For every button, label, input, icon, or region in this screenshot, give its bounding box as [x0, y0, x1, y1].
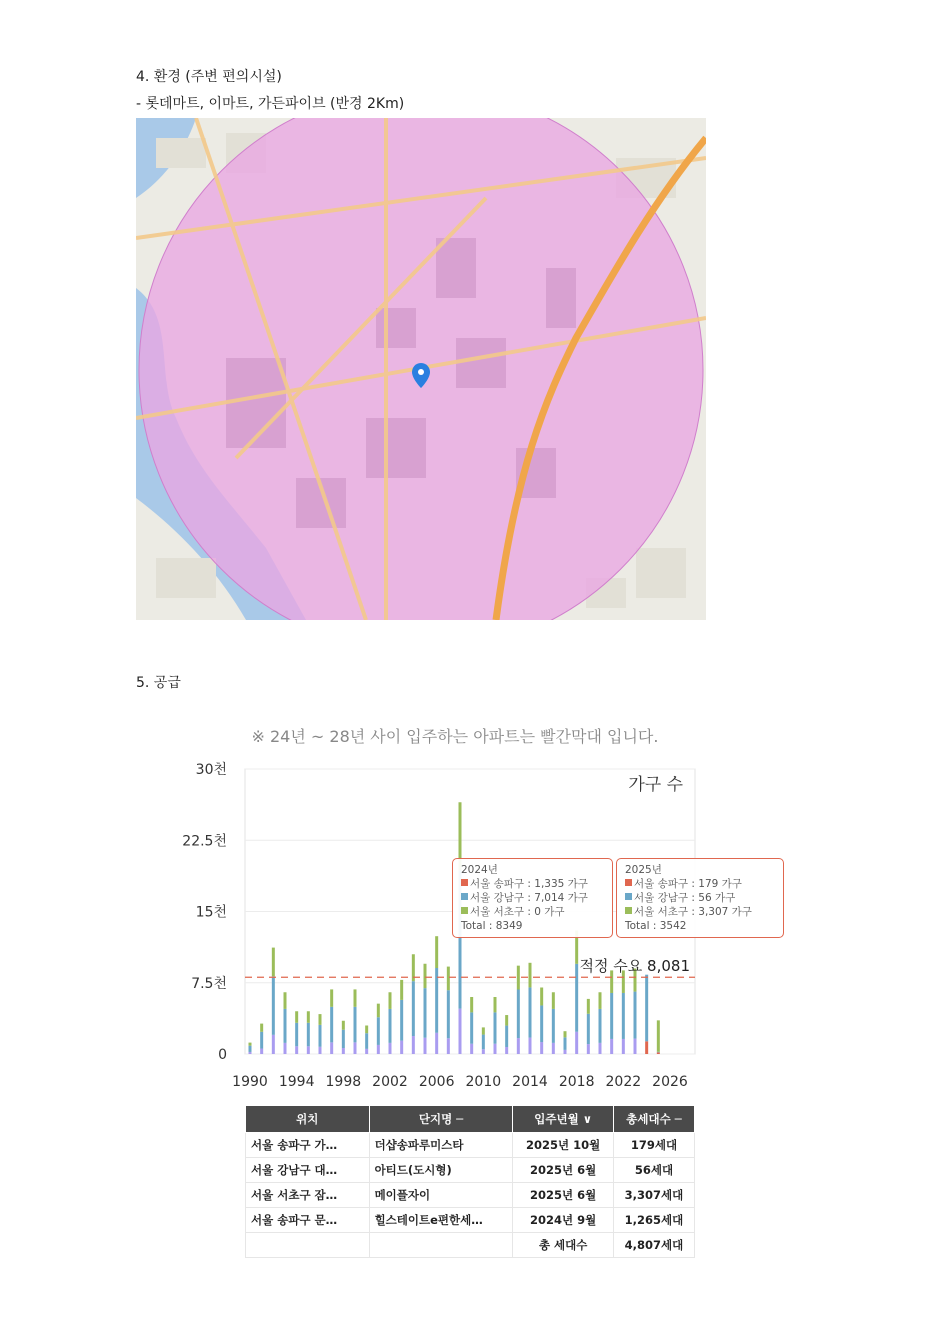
cell-complex: 메이플자이: [369, 1183, 513, 1208]
table-footer-row: [246, 1233, 695, 1258]
bar-segment: [540, 1042, 543, 1054]
x-tick-label: 2018: [558, 1074, 595, 1090]
bar-1994: [295, 1011, 298, 1054]
cell-move-in: 2024년 9월: [513, 1208, 613, 1233]
bar-segment: [295, 1011, 298, 1023]
tooltip-row-seocho: 서울 서초구 : 0 가구: [461, 905, 604, 919]
cell-households: 179세대: [613, 1133, 694, 1158]
bar-segment: [342, 1048, 345, 1054]
bar-segment: [295, 1023, 298, 1047]
bar-segment: [505, 1015, 508, 1026]
bar-segment: [494, 1044, 497, 1054]
footer-label: 총 세대수: [513, 1233, 613, 1258]
table-row[interactable]: [246, 1158, 695, 1183]
bar-segment: [552, 1043, 555, 1054]
bar-segment: [529, 1038, 532, 1054]
bar-segment: [284, 992, 287, 1009]
tooltip-row-songpa: 서울 송파구 : 1,335 가구: [461, 877, 604, 891]
cell-households: 1,265세대: [613, 1208, 694, 1233]
bar-2022: [622, 970, 625, 1054]
bar-segment: [412, 1036, 415, 1054]
col-header-complex[interactable]: 단지명 ─: [369, 1106, 513, 1133]
bar-segment: [424, 988, 427, 1038]
tooltip-row-seocho: 서울 서초구 : 3,307 가구: [625, 905, 775, 919]
bar-segment: [272, 1035, 275, 1054]
y-tick-label: 7.5천: [191, 975, 227, 992]
x-tick-label: 1998: [325, 1074, 362, 1090]
x-tick-label: 2026: [652, 1074, 688, 1090]
table-row[interactable]: [246, 1208, 695, 1233]
y-tick-label: 15천: [195, 904, 227, 921]
bar-segment: [260, 1049, 263, 1054]
bar-segment: [622, 993, 625, 1039]
bar-segment: [634, 1039, 637, 1054]
y-tick-label: 30천: [195, 762, 227, 778]
bar-segment: [645, 975, 648, 1042]
bar-segment: [377, 1004, 380, 1018]
bar-segment: [494, 1012, 497, 1043]
cell-move-in: 2025년 10월: [513, 1133, 613, 1158]
bar-1998: [342, 1021, 345, 1054]
bar-segment: [447, 967, 450, 991]
cell-location: 서울 송파구 가…: [246, 1133, 370, 1158]
bar-segment: [657, 1020, 660, 1051]
bar-segment: [272, 948, 275, 977]
cell-location: 서울 서초구 잠…: [246, 1183, 370, 1208]
cell-location: 서울 송파구 문…: [246, 1208, 370, 1233]
bar-segment: [354, 989, 357, 1006]
bar-segment: [517, 1038, 520, 1054]
bar-segment: [459, 1009, 462, 1054]
bar-2004: [412, 954, 415, 1054]
bar-2020: [599, 992, 602, 1054]
bar-2021: [610, 970, 613, 1054]
bar-segment: [319, 1047, 322, 1054]
bar-segment: [342, 1030, 345, 1048]
bar-segment: [365, 1026, 368, 1034]
bar-1997: [330, 989, 333, 1054]
bar-segment: [599, 1009, 602, 1043]
bar-1996: [319, 1014, 322, 1054]
bar-segment: [400, 1041, 403, 1054]
tooltip-total: Total : 8349: [461, 920, 523, 932]
bar-segment: [587, 1014, 590, 1044]
section-5-title: 5. 공급: [136, 675, 181, 691]
tooltip-year: 2025년: [625, 864, 662, 876]
bar-segment: [575, 964, 578, 1032]
bar-segment: [272, 976, 275, 1035]
bar-segment: [354, 1007, 357, 1043]
bar-2007: [447, 967, 450, 1054]
table-row[interactable]: [246, 1133, 695, 1158]
reference-line-label: 적정 수요 8,081: [579, 957, 690, 976]
tooltip-2024: [452, 858, 613, 938]
bar-segment: [435, 1033, 438, 1054]
table-row[interactable]: [246, 1183, 695, 1208]
bar-segment: [575, 1032, 578, 1054]
bar-segment: [389, 1043, 392, 1054]
bar-segment: [319, 1025, 322, 1047]
col-header-households[interactable]: 총세대수 ─: [613, 1106, 694, 1133]
bar-segment: [389, 992, 392, 1009]
cell-move-in: 2025년 6월: [513, 1158, 613, 1183]
legend-label: 가구 수: [628, 775, 683, 795]
bar-2002: [389, 992, 392, 1054]
bar-segment: [634, 992, 637, 1039]
cell-households: 3,307세대: [613, 1183, 694, 1208]
bar-segment: [657, 1052, 660, 1053]
col-header-move-in[interactable]: 입주년월 ∨: [513, 1106, 613, 1133]
bar-segment: [657, 1052, 660, 1054]
chart-title: ※ 24년 ~ 28년 사이 입주하는 아파트는 빨간막대 입니다.: [251, 727, 659, 746]
bar-2013: [517, 966, 520, 1054]
cell-households: 56세대: [613, 1158, 694, 1183]
bar-segment: [564, 1050, 567, 1054]
bar-segment: [249, 1052, 252, 1054]
bar-segment: [330, 1007, 333, 1043]
bar-segment: [587, 999, 590, 1014]
bar-segment: [354, 1042, 357, 1054]
bar-segment: [365, 1049, 368, 1054]
bar-segment: [330, 1042, 333, 1054]
bar-segment: [412, 981, 415, 1036]
bar-1992: [272, 948, 275, 1054]
bar-1999: [354, 989, 357, 1054]
bar-segment: [529, 987, 532, 1037]
bar-1991: [260, 1024, 263, 1054]
bar-segment: [517, 966, 520, 990]
cell-location: 서울 강남구 대…: [246, 1158, 370, 1183]
bar-segment: [482, 1035, 485, 1050]
bar-segment: [470, 1044, 473, 1054]
bar-segment: [377, 1017, 380, 1045]
bar-segment: [400, 980, 403, 1000]
bar-segment: [505, 1026, 508, 1047]
bar-segment: [482, 1049, 485, 1054]
bar-1990: [249, 1043, 252, 1054]
x-tick-label: 1990: [232, 1074, 268, 1090]
bar-segment: [260, 1024, 263, 1032]
bar-segment: [540, 988, 543, 1006]
bar-segment: [447, 990, 450, 1038]
bar-2003: [400, 980, 403, 1054]
bar-2010: [482, 1027, 485, 1054]
bar-segment: [400, 1000, 403, 1041]
bar-2015: [540, 988, 543, 1055]
y-tick-label: 22.5천: [182, 833, 227, 850]
y-tick-label: 0: [218, 1047, 227, 1063]
bar-segment: [249, 1043, 252, 1046]
bar-segment: [330, 989, 333, 1006]
bar-segment: [517, 990, 520, 1039]
bar-segment: [307, 1023, 310, 1047]
bar-2019: [587, 999, 590, 1054]
bar-segment: [610, 1039, 613, 1054]
bar-segment: [435, 936, 438, 968]
bar-2014: [529, 963, 532, 1054]
bar-segment: [389, 1009, 392, 1043]
tooltip-year: 2024년: [461, 864, 498, 876]
cell-complex: 더샵송파루미스타: [369, 1133, 513, 1158]
bar-segment: [284, 1043, 287, 1054]
bar-segment: [540, 1005, 543, 1042]
bar-2011: [494, 997, 497, 1054]
bar-2012: [505, 1015, 508, 1054]
bar-segment: [564, 1031, 567, 1037]
bar-2000: [365, 1026, 368, 1055]
bar-1995: [307, 1011, 310, 1054]
cell-move-in: 2025년 6월: [513, 1183, 613, 1208]
bar-segment: [470, 997, 473, 1012]
bar-segment: [424, 964, 427, 988]
bar-segment: [377, 1045, 380, 1054]
tooltip-2025: [616, 858, 784, 938]
bar-1993: [284, 992, 287, 1054]
radius-map[interactable]: [136, 118, 706, 620]
section-4-title: 4. 환경 (주변 편의시설): [136, 69, 282, 85]
bar-segment: [295, 1046, 298, 1054]
bar-segment: [610, 993, 613, 1039]
bar-2018: [575, 931, 578, 1055]
footer-total: 4,807세대: [613, 1233, 694, 1258]
bar-2024: [645, 975, 648, 1054]
bar-2016: [552, 992, 555, 1054]
bar-2006: [435, 936, 438, 1054]
x-tick-label: 2010: [465, 1074, 502, 1090]
bar-2009: [470, 997, 473, 1054]
bar-segment: [494, 997, 497, 1012]
bar-segment: [599, 992, 602, 1009]
bar-segment: [319, 1014, 322, 1025]
bar-segment: [424, 1038, 427, 1054]
bar-segment: [249, 1046, 252, 1052]
bar-2017: [564, 1031, 567, 1054]
bar-segment: [505, 1047, 508, 1054]
bar-segment: [552, 992, 555, 1009]
bar-segment: [307, 1011, 310, 1023]
tooltip-row-gangnam: 서울 강남구 : 56 가구: [625, 891, 775, 905]
bar-segment: [599, 1043, 602, 1054]
bar-2001: [377, 1004, 380, 1054]
bar-segment: [552, 1009, 555, 1043]
bar-segment: [587, 1044, 590, 1054]
cell-complex: 힐스테이트e편한세…: [369, 1208, 513, 1233]
bar-segment: [447, 1038, 450, 1054]
bar-segment: [342, 1021, 345, 1030]
tooltip-total: Total : 3542: [625, 920, 687, 932]
bar-2025: [657, 1020, 660, 1054]
bar-segment: [307, 1046, 310, 1054]
bar-segment: [529, 963, 532, 988]
x-tick-label: 2022: [605, 1074, 642, 1090]
bar-2023: [634, 969, 637, 1055]
bar-segment: [365, 1033, 368, 1049]
supply-table: [245, 1105, 695, 1258]
bar-segment: [284, 1009, 287, 1043]
bar-segment: [622, 1039, 625, 1054]
x-tick-label: 1994: [278, 1074, 315, 1090]
tooltip-row-songpa: 서울 송파구 : 179 가구: [625, 877, 775, 891]
bar-segment: [564, 1037, 567, 1050]
cell-complex: 아티드(도시형): [369, 1158, 513, 1183]
bar-segment: [470, 1012, 473, 1043]
bar-segment: [645, 1041, 648, 1054]
section-4-subtitle: - 롯데마트, 이마트, 가든파이브 (반경 2Km): [136, 96, 405, 112]
supply-chart: [175, 715, 752, 1095]
col-header-location[interactable]: 위치: [246, 1106, 370, 1133]
x-tick-label: 2002: [372, 1074, 408, 1090]
bar-segment: [260, 1032, 263, 1049]
bar-segment: [482, 1027, 485, 1034]
x-tick-label: 2014: [512, 1074, 548, 1090]
x-tick-label: 2006: [418, 1074, 455, 1090]
tooltip-row-gangnam: 서울 강남구 : 7,014 가구: [461, 891, 604, 905]
